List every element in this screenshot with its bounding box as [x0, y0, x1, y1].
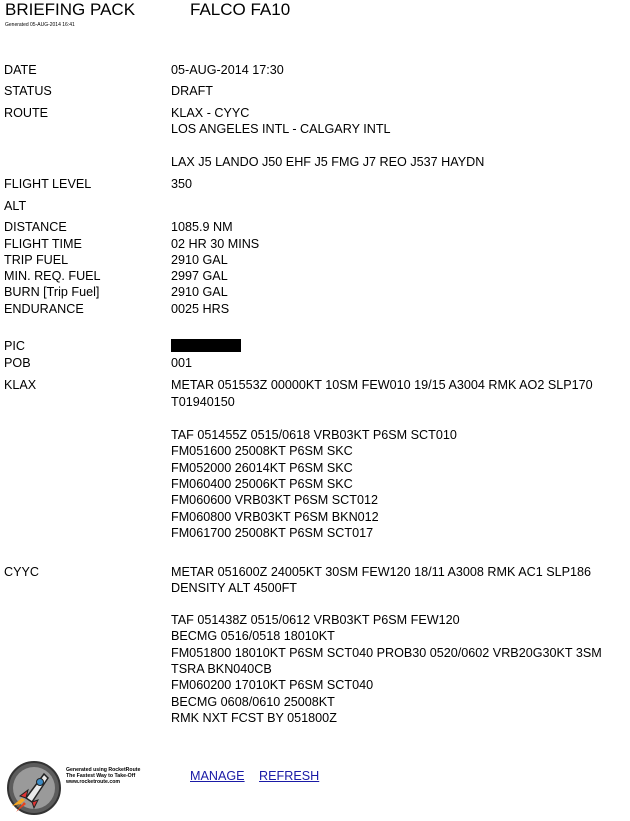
tagline-line: www.rocketroute.com	[66, 779, 120, 786]
min-req-fuel-label: MIN. REQ. FUEL	[4, 269, 101, 283]
status-label: STATUS	[4, 84, 52, 98]
endurance-value: 0025 HRS	[171, 302, 230, 316]
route-codes: KLAX - CYYC	[171, 106, 250, 120]
rocket-icon	[6, 760, 62, 816]
distance-value: 1085.9 NM	[171, 220, 233, 234]
date-label: DATE	[4, 63, 37, 77]
rocketroute-logo	[6, 760, 62, 816]
taf-line: TAF 051438Z 0515/0612 VRB03KT P6SM FEW120	[171, 613, 460, 627]
cyyc-label: CYYC	[4, 565, 39, 579]
taf-line: TAF 051455Z 0515/0618 VRB03KT P6SM SCT010	[171, 428, 457, 442]
pob-value: 001	[171, 356, 193, 370]
rocketroute-tagline	[66, 767, 140, 786]
taf-line: FM060400 25006KT P6SM SKC	[171, 477, 353, 491]
taf-line: FM060600 VRB03KT P6SM SCT012	[171, 493, 378, 507]
manage-link[interactable]: MANAGE	[190, 769, 245, 783]
metar-line: DENSITY ALT 4500FT	[171, 581, 297, 595]
aircraft-title: FALCO FA10	[190, 0, 291, 19]
pic-label: PIC	[4, 339, 25, 353]
route-path: LAX J5 LANDO J50 EHF J5 FMG J7 REO J537 HAYDN	[171, 155, 485, 169]
metar-line: T01940150	[171, 395, 235, 409]
klax-label: KLAX	[4, 378, 37, 392]
tagline-line: Generated using RocketRoute	[66, 767, 141, 773]
footer-links	[190, 767, 319, 785]
burn-value: 2910 GAL	[171, 285, 228, 299]
tagline-line: The Fastest Way to Take-Off	[66, 773, 136, 780]
pob-label: POB	[4, 356, 31, 370]
taf-line: FM052000 26014KT P6SM SKC	[171, 461, 353, 475]
taf-line: BECMG 0516/0518 18010KT	[171, 629, 335, 643]
status-value: DRAFT	[171, 84, 213, 98]
pic-redacted-box	[171, 339, 241, 352]
generated-timestamp: Generated 05-AUG-2014 16:41	[5, 22, 75, 28]
flight-level-label: FLIGHT LEVEL	[4, 177, 92, 191]
flight-level-value: 350	[171, 177, 193, 191]
refresh-link[interactable]: REFRESH	[259, 769, 320, 783]
taf-line: FM051800 18010KT P6SM SCT040 PROB30 0520/0602 VRB20G30KT 3SM	[171, 646, 602, 660]
taf-line: FM051600 25008KT P6SM SKC	[171, 444, 353, 458]
endurance-label: ENDURANCE	[4, 302, 84, 316]
metar-line: METAR 051553Z 00000KT 10SM FEW010 19/15 A3004 RMK AO2 SLP170	[171, 378, 593, 392]
trip-fuel-value: 2910 GAL	[171, 253, 228, 267]
date-value: 05-AUG-2014 17:30	[171, 63, 284, 77]
min-req-fuel-value: 2997 GAL	[171, 269, 228, 283]
route-label: ROUTE	[4, 106, 49, 120]
trip-fuel-label: TRIP FUEL	[4, 253, 69, 267]
taf-line: TSRA BKN040CB	[171, 662, 272, 676]
flight-time-value: 02 HR 30 MINS	[171, 237, 260, 251]
metar-line: METAR 051600Z 24005KT 30SM FEW120 18/11 A3008 RMK AC1 SLP186	[171, 565, 592, 579]
taf-line: BECMG 0608/0610 25008KT	[171, 695, 335, 709]
taf-line: FM060200 17010KT P6SM SCT040	[171, 678, 374, 692]
taf-line: FM060800 VRB03KT P6SM BKN012	[171, 510, 379, 524]
taf-line: RMK NXT FCST BY 051800Z	[171, 711, 337, 725]
taf-line: FM061700 25008KT P6SM SCT017	[171, 526, 374, 540]
route-names: LOS ANGELES INTL - CALGARY INTL	[171, 122, 391, 136]
flight-time-label: FLIGHT TIME	[4, 237, 82, 251]
page-title: BRIEFING PACK	[5, 0, 136, 19]
alt-label: ALT	[4, 199, 27, 213]
distance-label: DISTANCE	[4, 220, 67, 234]
burn-label: BURN [Trip Fuel]	[4, 285, 100, 299]
